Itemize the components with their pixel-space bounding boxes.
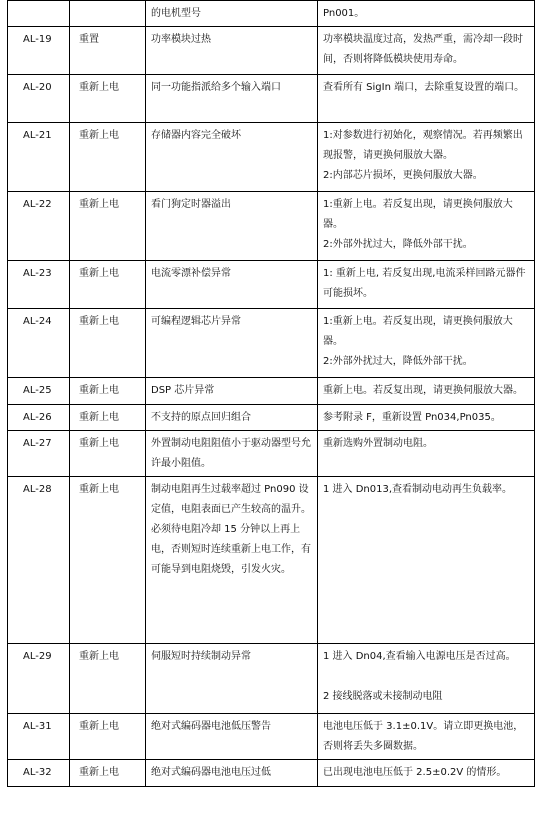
table-row <box>8 27 535 75</box>
alarm-measure <box>318 309 535 378</box>
alarm-measure <box>318 405 535 431</box>
alarm-measure <box>318 27 535 75</box>
cause-line: 电流零漂补偿异常 <box>151 268 231 279</box>
cause-line: 可编程逻辑芯片异常 <box>151 316 241 327</box>
measure-line: 1:对参数进行初始化，观察情况。若再频繁出现报警，请更换伺服放大器。 <box>323 130 523 161</box>
measure-line: 1 进入 Dn04,查看输入电源电压是否过高。 <box>323 651 516 662</box>
table-row <box>8 75 535 123</box>
recovery-method: 重新上电 <box>70 477 146 644</box>
alarm-cause <box>146 123 318 192</box>
alarm-code: AL-20 <box>8 75 70 123</box>
alarm-cause <box>146 644 318 714</box>
measure-line: 2:外部外扰过大，降低外部干扰。 <box>323 239 473 250</box>
alarm-cause <box>146 261 318 309</box>
alarm-cause <box>146 477 318 644</box>
recovery-method: 重新上电 <box>70 75 146 123</box>
cause-line: 存储器内容完全破坏 <box>151 130 241 141</box>
recovery-method: 重新上电 <box>70 309 146 378</box>
cause-line: 外置制动电阻阻值小于驱动器型号允许最小阻值。 <box>151 438 311 469</box>
alarm-code: AL-24 <box>8 309 70 378</box>
cause-line: 看门狗定时器溢出 <box>151 199 231 210</box>
recovery-method: 重新上电 <box>70 405 146 431</box>
measure-gap <box>323 667 530 687</box>
recovery-method: 重新上电 <box>70 378 146 405</box>
alarm-code: AL-23 <box>8 261 70 309</box>
cause-line: 不支持的原点回归组合 <box>151 412 251 423</box>
table-row <box>8 309 535 378</box>
alarm-code: AL-21 <box>8 123 70 192</box>
alarm-cause <box>146 760 318 787</box>
recovery-method <box>70 1 146 27</box>
measure-line: 重新上电。若反复出现，请更换伺服放大器。 <box>323 385 523 396</box>
alarm-code: AL-27 <box>8 431 70 477</box>
alarm-measure <box>318 1 535 27</box>
cause-line: 功率模块过热 <box>151 34 211 45</box>
table-row <box>8 405 535 431</box>
alarm-measure <box>318 75 535 123</box>
alarm-measure <box>318 477 535 644</box>
alarm-cause <box>146 75 318 123</box>
alarm-code: AL-19 <box>8 27 70 75</box>
alarm-table <box>7 0 535 787</box>
table-row <box>8 192 535 261</box>
cause-line: 制动电阻再生过载率超过 Pn090 设定值，电阻表面已产生较高的温升。必须待电阻冷却 15 分钟以上再上电，否则短时连续重新上电工作，有可能导到电阻烧毁，引发火灾。 <box>151 484 311 575</box>
cause-line: 绝对式编码器电池低压警告 <box>151 721 271 732</box>
alarm-code: AL-26 <box>8 405 70 431</box>
alarm-cause <box>146 378 318 405</box>
cause-line: 伺服短时持续制动异常 <box>151 651 251 662</box>
alarm-cause <box>146 405 318 431</box>
table-row <box>8 477 535 644</box>
measure-line: 电池电压低于 3.1±0.1V。请立即更换电池，否则将丢失多圈数据。 <box>323 721 524 752</box>
measure-line: 1:重新上电。若反复出现，请更换伺服放大器。 <box>323 316 513 347</box>
measure-line: 1:重新上电。若反复出现，请更换伺服放大器。 <box>323 199 513 230</box>
alarm-code: AL-25 <box>8 378 70 405</box>
recovery-method: 重新上电 <box>70 760 146 787</box>
alarm-cause <box>146 1 318 27</box>
alarm-cause <box>146 714 318 760</box>
table-row <box>8 714 535 760</box>
alarm-code <box>8 1 70 27</box>
measure-line: 查看所有 SigIn 端口，去除重复设置的端口。 <box>323 82 525 93</box>
measure-line: 1: 重新上电, 若反复出现,电流采样回路元器件可能损坏。 <box>323 268 526 299</box>
alarm-measure <box>318 431 535 477</box>
alarm-table-body <box>8 1 535 787</box>
alarm-cause <box>146 309 318 378</box>
cause-line: 绝对式编码器电池电压过低 <box>151 767 271 778</box>
recovery-method: 重新上电 <box>70 714 146 760</box>
recovery-method: 重置 <box>70 27 146 75</box>
alarm-cause <box>146 192 318 261</box>
table-row <box>8 1 535 27</box>
cause-line: 同一功能指派给多个输入端口 <box>151 82 281 93</box>
measure-line: 参考附录 F，重新设置 Pn034,Pn035。 <box>323 412 501 423</box>
alarm-code: AL-32 <box>8 760 70 787</box>
alarm-code: AL-28 <box>8 477 70 644</box>
alarm-measure <box>318 261 535 309</box>
measure-line: 2:外部外扰过大，降低外部干扰。 <box>323 356 473 367</box>
measure-line: 2:内部芯片损坏，更换伺服放大器。 <box>323 170 483 181</box>
cause-line: 的电机型号 <box>151 8 201 19</box>
recovery-method: 重新上电 <box>70 123 146 192</box>
table-row <box>8 261 535 309</box>
alarm-code: AL-22 <box>8 192 70 261</box>
alarm-measure <box>318 378 535 405</box>
cause-line: DSP 芯片异常 <box>151 385 215 396</box>
alarm-measure <box>318 644 535 714</box>
alarm-code: AL-29 <box>8 644 70 714</box>
measure-line: Pn001。 <box>323 8 365 19</box>
alarm-code: AL-31 <box>8 714 70 760</box>
alarm-measure <box>318 192 535 261</box>
table-row <box>8 644 535 714</box>
measure-line: 2 接线脱落或未接制动电阻 <box>323 691 443 702</box>
measure-line: 重新选购外置制动电阻。 <box>323 438 433 449</box>
alarm-cause <box>146 431 318 477</box>
measure-line: 已出现电池电压低于 2.5±0.2V 的情形。 <box>323 767 507 778</box>
table-row <box>8 760 535 787</box>
table-row <box>8 431 535 477</box>
recovery-method: 重新上电 <box>70 192 146 261</box>
alarm-measure <box>318 760 535 787</box>
recovery-method: 重新上电 <box>70 261 146 309</box>
alarm-measure <box>318 714 535 760</box>
alarm-cause <box>146 27 318 75</box>
alarm-measure <box>318 123 535 192</box>
measure-line: 1 进入 Dn013,查看制动电动再生负载率。 <box>323 484 513 495</box>
table-row <box>8 378 535 405</box>
measure-line: 功率模块温度过高，发热严重，需冷却一段时间，否则将降低模块使用寿命。 <box>323 34 523 65</box>
recovery-method: 重新上电 <box>70 431 146 477</box>
table-row <box>8 123 535 192</box>
recovery-method: 重新上电 <box>70 644 146 714</box>
